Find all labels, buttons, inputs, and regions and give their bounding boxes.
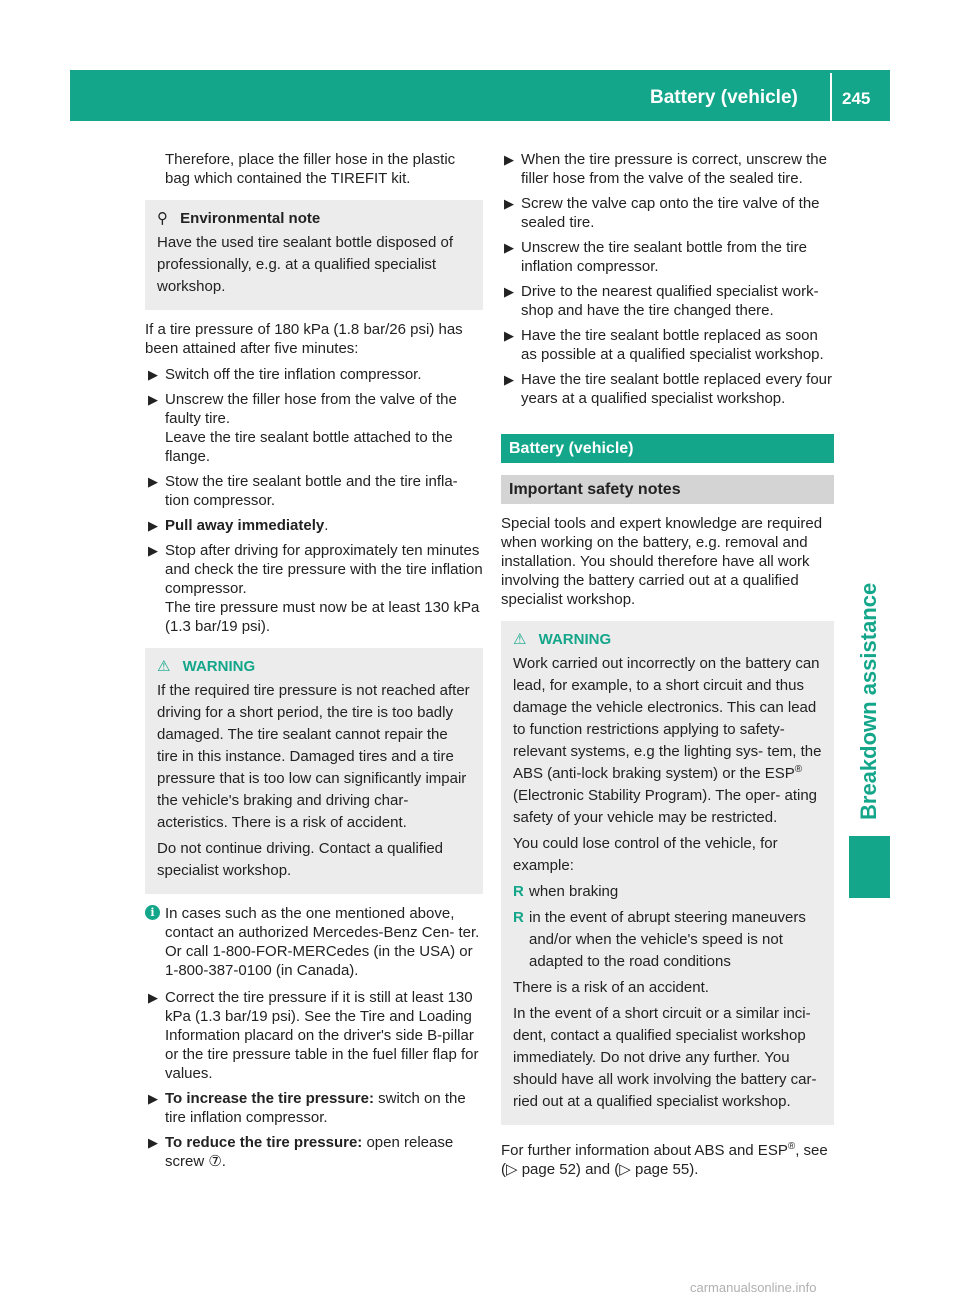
warning-header [513,629,822,651]
warning-text: You could lose control of the vehicle, for example: [513,835,778,874]
step-text: Switch off the tire inflation compressor. [165,366,422,383]
arrow-bullet-icon: ▶ [504,284,514,299]
arrow-bullet-icon: ▶ [148,1135,158,1150]
step-text: Stop after driving for approximately ten minutes and check the tire pressure with the tire inflation compressor. [165,542,483,597]
side-tab-marker [849,836,890,898]
info-text: In cases such as the one mentioned above, contact an authorized Mercedes-Benz Cen- ter. Or call 1-800-FOR-MERCedes (in the USA) or 1-800-387-0100 (in Canada). [165,905,480,979]
arrow-bullet-icon: ▶ [504,196,514,211]
warning-text: In the event of a short circuit or a similar inci- dent, contact a qualified specialist workshop immediately. Do not drive any further. You should have all work involving the battery car- ried out at a qualified specialist workshop. [513,1005,817,1110]
battery-intro-text: Special tools and expert knowledge are required when working on the battery, e.g. removal and installation. You should therefore have all work involving the battery carried out at a qualified specialist workshop. [501,515,823,608]
step-item [145,472,483,510]
page-number: 245 [842,89,871,108]
header-title: Battery (vehicle) [650,87,798,108]
step-item [145,516,483,535]
leaf-icon: ⚲ [157,210,168,227]
left-column [145,150,483,1177]
step-text: Have the tire sealant bottle replaced every four years at a qualified specialist workshop. [521,371,833,407]
arrow-bullet-icon: ▶ [148,543,158,558]
warning-title: WARNING [182,658,256,675]
registered-mark: ® [794,764,803,775]
info-note [145,904,483,980]
further-info-part: For further information about ABS and ESP [501,1142,788,1159]
header-divider [830,73,832,121]
step-item [145,541,483,636]
further-info-part: , see (▷ page 52) and (▷ page 55). [501,1142,828,1178]
warning-title: WARNING [538,631,612,648]
step-bold: To reduce the tire pressure: [165,1134,363,1151]
registered-mark: ® [787,1141,796,1152]
step-item [501,370,834,408]
step-text [165,1089,483,1127]
arrow-bullet-icon: ▶ [504,372,514,387]
step-rest: switch on the tire inflation compressor. [165,1090,466,1126]
pressure-condition-text: If a tire pressure of 180 kPa (1.8 bar/26 psi) has been attained after five minutes: [145,321,463,357]
warning-text: Do not continue driving. Contact a qualified specialist workshop. [157,840,444,879]
environmental-note-header [157,208,471,230]
step-item [501,194,834,232]
intro-text: Therefore, place the filler hose in the plastic bag which contained the TIREFIT kit. [165,151,456,187]
step-item [501,150,834,188]
step-item [145,1089,483,1127]
right-column [501,150,834,1186]
step-text [165,516,483,535]
warning-text: There is a risk of an accident. [513,979,709,996]
step-item [145,988,483,1083]
bullet-item [513,907,822,973]
warning-text [513,653,822,829]
step-item [145,390,483,466]
bullet-icon: R [513,883,524,900]
arrow-bullet-icon: ▶ [148,518,158,533]
arrow-bullet-icon: ▶ [148,367,158,382]
step-bold: To increase the tire pressure: [165,1090,374,1107]
bullet-item [513,881,822,903]
step-text: Unscrew the tire sealant bottle from the tire inflation compressor. [521,239,807,275]
warning-box [501,621,834,1125]
bullet-text: in the event of abrupt steering maneuvers and/or when the vehicle's speed is not adapted to the road conditions [529,909,806,970]
step-item [145,365,483,384]
step-item [501,238,834,276]
bullet-icon: R [513,909,524,926]
step-rest: . [324,517,329,534]
arrow-bullet-icon: ▶ [504,152,514,167]
arrow-bullet-icon: ▶ [504,328,514,343]
arrow-bullet-icon: ▶ [148,474,158,489]
warning-triangle-icon: ⚠ [513,631,527,648]
step-rest: open release screw ⑦. [165,1134,454,1170]
warning-triangle-icon: ⚠ [157,658,171,675]
step-item [145,1133,483,1171]
arrow-bullet-icon: ▶ [148,990,158,1005]
step-extra: Leave the tire sealant bottle attached to the flange. [165,429,453,465]
warning-header [157,656,471,678]
watermark: carmanualsonline.info [690,1280,817,1295]
step-text: Unscrew the filler hose from the valve of the faulty tire. [165,391,457,427]
environmental-note-title: Environmental note [180,210,321,227]
step-text: Drive to the nearest qualified specialist work- shop and have the tire changed there. [521,283,819,319]
step-text: Correct the tire pressure if it is still at least 130 kPa (1.3 bar/19 psi). See the Tire and Loading Information placard on the driver's side B-pillar or the tire pressure table in the fuel filler flap for values. [165,989,479,1082]
steps-list-3 [501,150,834,408]
arrow-bullet-icon: ▶ [148,1091,158,1106]
info-icon: i [145,905,160,920]
step-item [501,326,834,364]
step-text: Stow the tire sealant bottle and the tire infla- tion compressor. [165,473,458,509]
arrow-bullet-icon: ▶ [504,240,514,255]
environmental-note-text: Have the used tire sealant bottle disposed of professionally, e.g. at a qualified specialist workshop. [157,234,454,295]
bullet-text: when braking [529,883,619,900]
step-text [165,1133,483,1171]
warning-text: If the required tire pressure is not reached after driving for a short period, the tire is too badly damaged. The tire sealant cannot repair the tire in this instance. Damaged tires and a tire pressure that is too low can significantly impair the vehicle's braking and driving char- acteristics. There is a risk of accident. [157,682,470,831]
section-heading: Battery (vehicle) [501,434,834,463]
warning-text-part: Work carried out incorrectly on the battery can lead, for example, to a short circuit and thus damage the vehicle electronics. This can lead to function restrictions applying to safety-relevant systems, e.g the lighting sys- tem, the ABS (anti-lock braking system) or the ESP [513,655,822,782]
step-text: Screw the valve cap onto the tire valve of the sealed tire. [521,195,820,231]
environmental-note [145,200,483,310]
subsection-heading: Important safety notes [501,475,834,504]
side-section-label: Breakdown assistance [856,582,881,820]
step-bold: Pull away immediately [165,517,325,534]
step-item [501,282,834,320]
step-text: When the tire pressure is correct, unscrew the filler hose from the valve of the sealed tire. [521,151,827,187]
warning-box [145,648,483,894]
warning-text-part: (Electronic Stability Program). The oper- ating safety of your vehicle may be restricted. [513,787,818,826]
step-extra: The tire pressure must now be at least 130 kPa (1.3 bar/19 psi). [165,599,480,635]
step-text: Have the tire sealant bottle replaced as soon as possible at a qualified specialist workshop. [521,327,824,363]
steps-list-2 [145,988,483,1171]
further-info-text [501,1141,834,1179]
arrow-bullet-icon: ▶ [148,392,158,407]
steps-list-1 [145,365,483,636]
